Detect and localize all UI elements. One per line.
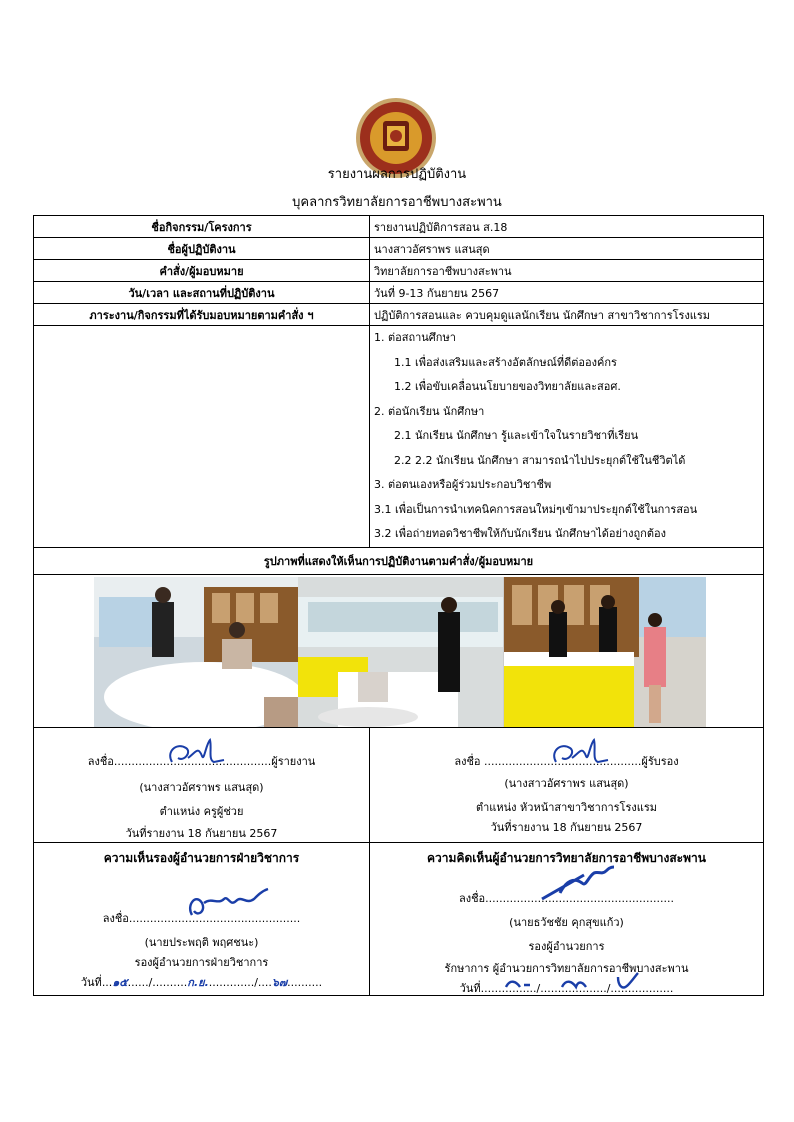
reporter-name: (นางสาวอัศราพร แสนสุด) (139, 780, 264, 794)
dotted-leader: .......... (287, 975, 323, 989)
dotted-leader: ...................................................... (485, 891, 674, 905)
photos-heading: รูปภาพที่แสดงให้เห็นการปฏิบัติงานตามคำสั่ง/ผู้มอบหมาย (34, 547, 764, 574)
reporter-signature (162, 732, 228, 770)
dotted-leader: ................/.................../.................. (480, 981, 674, 995)
academic-deputy-date-month: ก.ย. (187, 975, 209, 989)
certifier-name: (นางสาวอัศราพร แสนสุด) (504, 776, 629, 790)
photo-table-setting-3 (504, 577, 706, 727)
objective-item: 2.1 นักเรียน นักศึกษา รู้และเข้าใจในรายวิชาที่เรียน (394, 429, 639, 442)
objectives-blank (34, 326, 370, 548)
objective-item: 3. ต่อตนเองหรือผู้ร่วมประกอบวิชาชีพ (374, 478, 552, 491)
info-row (34, 304, 764, 326)
certifier-signature (546, 732, 612, 770)
objective-item: 3.2 เพื่อถ่ายทอดวิชาชีพให้กับนักเรียน นักศึกษาได้อย่างถูกต้อง (374, 527, 666, 540)
director-date-handwriting (500, 971, 650, 993)
director-name: (นายธวัชชัย คุกสุขแก้ว) (509, 915, 624, 929)
objective-item: 2. ต่อนักเรียน นักศึกษา (374, 404, 485, 418)
performer-label: ชื่อผู้ปฏิบัติงาน (34, 238, 370, 260)
academic-deputy-heading: ความเห็นรองผู้อำนวยการฝ่ายวิชาการ (103, 850, 300, 865)
certifier-signature-block (370, 727, 764, 842)
dotted-leader: ................................................. (128, 911, 301, 925)
objective-item: 1.1 เพื่อส่งเสริมและสร้างอัตลักษณ์ที่ดีต่อองค์กร (394, 355, 617, 369)
director-heading: ความคิดเห็นผู้อำนวยการวิทยาลัยการอาชีพบางสะพาน (427, 850, 706, 865)
dotted-leader: ....../.......... (127, 975, 188, 989)
academic-deputy-block (34, 842, 370, 995)
certifier-sign-prefix: ลงชื่อ (454, 754, 481, 768)
academic-deputy-date-day: ๑๕ (112, 975, 128, 989)
activity-value: รายงานปฏิบัติการสอน ส.18 (370, 216, 764, 238)
task-value: ปฏิบัติการสอนและ ควบคุมดูแลนักเรียน นักศึกษา สาขาวิชาการโรงแรม (370, 304, 764, 326)
report-title: รายงานผลการปฏิบัติงาน (327, 167, 467, 182)
academic-deputy-date-year: ๖๗ (271, 975, 288, 989)
certifier-date: วันที่รายงาน 18 กันยายน 2567 (490, 820, 643, 834)
certifier-sign-suffix: ผู้รับรอง (641, 754, 679, 768)
dotted-leader: ............................................. (113, 754, 272, 768)
info-row (34, 238, 764, 260)
academic-deputy-name: (นายประพฤติ พฤศชนะ) (144, 935, 259, 949)
order-value: วิทยาลัยการอาชีพบางสะพาน (370, 260, 764, 282)
photos-heading-row (34, 547, 764, 574)
order-label: คำสั่ง/ผู้มอบหมาย (34, 260, 370, 282)
report-subtitle: บุคลากรวิทยาลัยการอาชีพบางสะพาน (292, 195, 502, 210)
objectives-list (370, 326, 764, 548)
photos-cell (34, 574, 764, 727)
task-label: ภาระงาน/กิจกรรมที่ได้รับมอบหมายตามคำสั่ง ฯ (34, 304, 370, 326)
reporter-sign-suffix: ผู้รายงาน (271, 754, 316, 768)
director-block (370, 842, 764, 995)
report-table (33, 215, 764, 996)
photo-table-setting-2 (298, 577, 504, 727)
objective-item: 3.1 เพื่อเป็นการนำเทคนิคการสอนใหม่ๆเข้ามาประยุกต์ใช้ในการสอน (374, 502, 698, 516)
director-sign-prefix: ลงชื่อ (458, 891, 486, 905)
director-acting: รักษาการ ผู้อำนวยการวิทยาลัยการอาชีพบางสะพาน (444, 961, 689, 975)
director-position: รองผู้อำนวยการ (528, 939, 605, 953)
certifier-position: ตำแหน่ง หัวหน้าสาขาวิชาการโรงแรม (475, 800, 657, 814)
performer-value: นางสาวอัศราพร แสนสุด (370, 238, 764, 260)
dotted-leader: ... (101, 975, 113, 989)
reporter-sign-prefix: ลงชื่อ (87, 754, 114, 768)
objective-item: 1. ต่อสถานศึกษา (374, 331, 456, 344)
reporter-position: ตำแหน่ง ครูผู้ช่วย (159, 804, 244, 818)
signature-row (34, 727, 764, 842)
objective-item: 1.2 เพื่อขับเคลื่อนนโยบายของวิทยาลัยและสอศ. (394, 380, 621, 393)
reporter-date: วันที่รายงาน 18 กันยายน 2567 (125, 826, 278, 840)
dotted-leader: ............................................. (480, 754, 642, 768)
photo-table-setting-1 (94, 577, 298, 727)
dotted-leader: ............./.... (208, 975, 272, 989)
academic-deputy-sign-prefix: ลงชื่อ (102, 911, 129, 925)
academic-deputy-date-prefix: วันที่ (80, 975, 102, 989)
academic-deputy-signature (184, 885, 274, 921)
reporter-signature-block (34, 727, 370, 842)
datetime-label: วัน/เวลา และสถานที่ปฏิบัติงาน (34, 282, 370, 304)
info-row (34, 282, 764, 304)
activity-label: ชื่อกิจกรรม/โครงการ (34, 216, 370, 238)
director-signature (536, 863, 616, 903)
approval-row (34, 842, 764, 995)
academic-deputy-date-line (34, 973, 369, 991)
photos-row (34, 574, 764, 727)
director-date-prefix: วันที่ (459, 981, 481, 995)
datetime-value: วันที่ 9-13 กันยายน 2567 (370, 282, 764, 304)
academic-deputy-position: รองผู้อำนวยการฝ่ายวิชาการ (134, 955, 269, 969)
objective-item: 2.2 2.2 นักเรียน นักศึกษา สามารถนำไปประยุกต์ใช้ในชีวิตได้ (394, 453, 686, 467)
objectives-row (34, 326, 764, 548)
info-row (34, 260, 764, 282)
info-row (34, 216, 764, 238)
